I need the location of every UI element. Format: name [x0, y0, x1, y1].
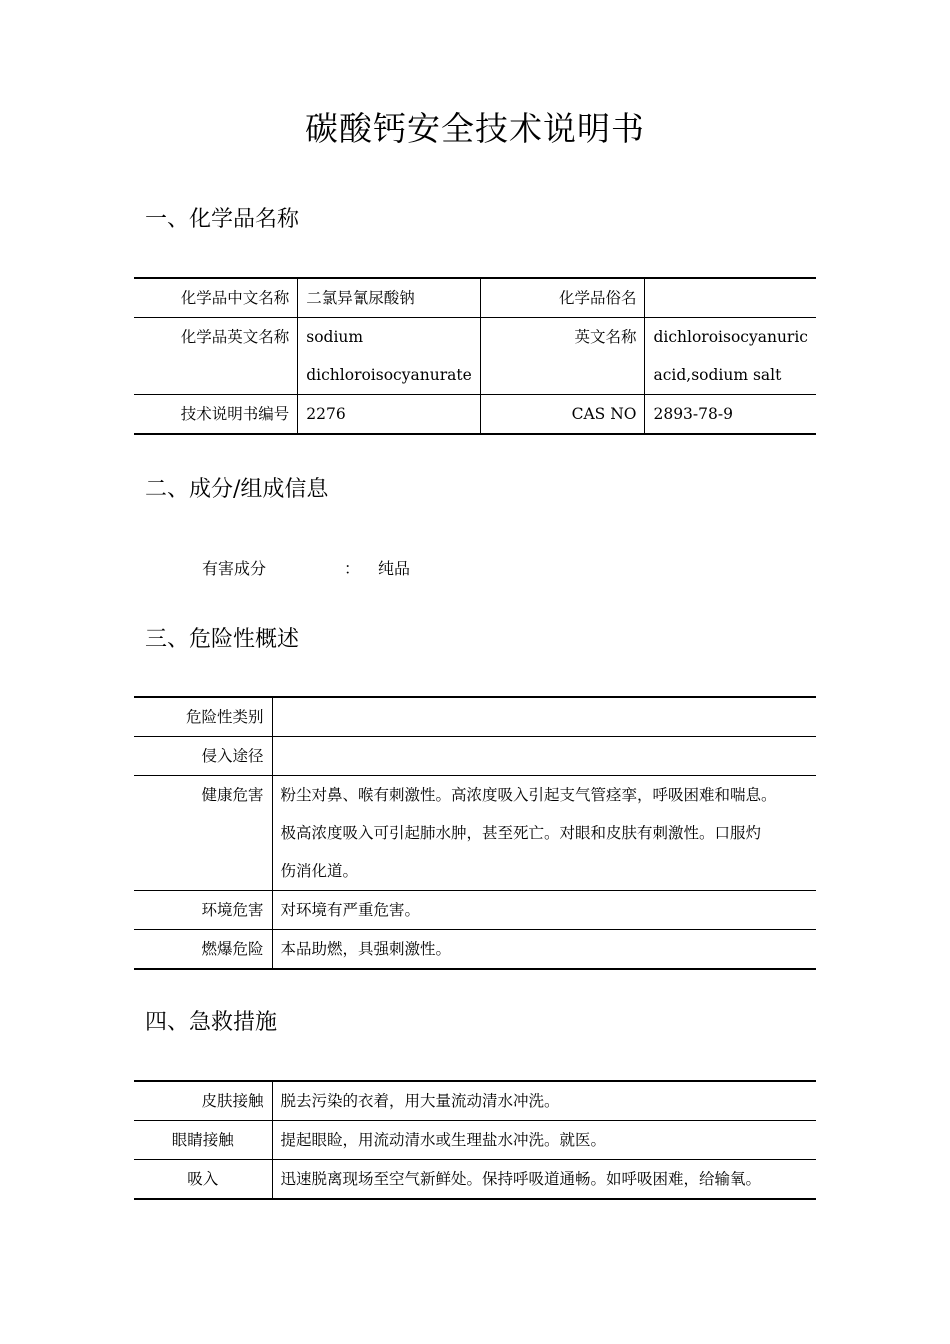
health-hazard-value	[272, 776, 816, 891]
alt-en-name-line: acid,sodium salt	[653, 366, 782, 384]
alt-en-name-label: 英文名称	[480, 318, 645, 395]
first-aid-table	[134, 1080, 816, 1200]
alt-en-name-value	[645, 318, 816, 395]
identity-table	[134, 277, 816, 435]
hazard-category-label: 危险性类别	[134, 697, 272, 737]
environment-hazard-value: 对环境有严重危害。	[272, 891, 816, 930]
cn-name-label: 化学品中文名称	[134, 278, 298, 318]
environment-hazard-label: 环境危害	[134, 891, 272, 930]
table-row	[134, 697, 816, 737]
section-heading-first-aid: 四、急救措施	[145, 1010, 278, 1035]
alt-en-name-line: dichloroisocyanuric	[653, 328, 808, 346]
eye-contact-label: 眼睛接触	[134, 1121, 272, 1160]
composition-colon: ：	[344, 559, 361, 578]
cas-label: CAS NO	[480, 395, 645, 435]
common-name-value	[645, 278, 816, 318]
section-heading-composition: 二、成分/组成信息	[145, 477, 329, 502]
section-heading-chemical-name: 一、化学品名称	[145, 207, 300, 232]
doc-no-label: 技术说明书编号	[134, 395, 298, 435]
table-row	[134, 1081, 816, 1121]
table-row	[134, 1160, 816, 1200]
eye-contact-value: 提起眼睑，用流动清水或生理盐水冲洗。就医。	[272, 1121, 816, 1160]
hazards-table	[134, 696, 816, 970]
table-row	[134, 1121, 816, 1160]
en-name-value	[298, 318, 481, 395]
fire-hazard-value: 本品助燃，具强刺激性。	[272, 930, 816, 970]
table-row	[134, 395, 816, 435]
inhalation-label: 吸入	[134, 1160, 272, 1200]
table-row	[134, 891, 816, 930]
fire-hazard-label: 燃爆危险	[134, 930, 272, 970]
en-name-line: sodium	[306, 328, 364, 346]
common-name-label: 化学品俗名	[480, 278, 645, 318]
composition-value: 纯品	[378, 559, 411, 578]
doc-no-value: 2276	[298, 395, 481, 435]
health-hazard-line: 极高浓度吸入可引起肺水肿，甚至死亡。对眼和皮肤有刺激性。口服灼	[280, 824, 762, 842]
health-hazard-label: 健康危害	[134, 776, 272, 891]
en-name-line: dichloroisocyanurate	[306, 366, 472, 384]
entry-route-value	[272, 737, 816, 776]
table-row	[134, 776, 816, 891]
table-row	[134, 278, 816, 318]
entry-route-label: 侵入途径	[134, 737, 272, 776]
cas-value: 2893-78-9	[645, 395, 816, 435]
hazard-category-value	[272, 697, 816, 737]
cn-name-value: 二氯异氰尿酸钠	[298, 278, 481, 318]
en-name-label: 化学品英文名称	[134, 318, 298, 395]
skin-contact-value: 脱去污染的衣着，用大量流动清水冲洗。	[272, 1081, 816, 1121]
table-row	[134, 737, 816, 776]
section-heading-hazards: 三、危险性概述	[145, 627, 300, 652]
composition-label: 有害成分	[202, 559, 267, 578]
table-row	[134, 930, 816, 970]
health-hazard-line: 粉尘对鼻、喉有刺激性。高浓度吸入引起支气管痉挛，呼吸困难和喘息。	[280, 786, 777, 804]
table-row	[134, 318, 816, 395]
skin-contact-label: 皮肤接触	[134, 1081, 272, 1121]
document-title: 碳酸钙安全技术说明书	[305, 109, 645, 148]
health-hazard-line: 伤消化道。	[280, 862, 359, 880]
inhalation-value: 迅速脱离现场至空气新鲜处。保持呼吸道通畅。如呼吸困难，给输氧。	[272, 1160, 816, 1200]
